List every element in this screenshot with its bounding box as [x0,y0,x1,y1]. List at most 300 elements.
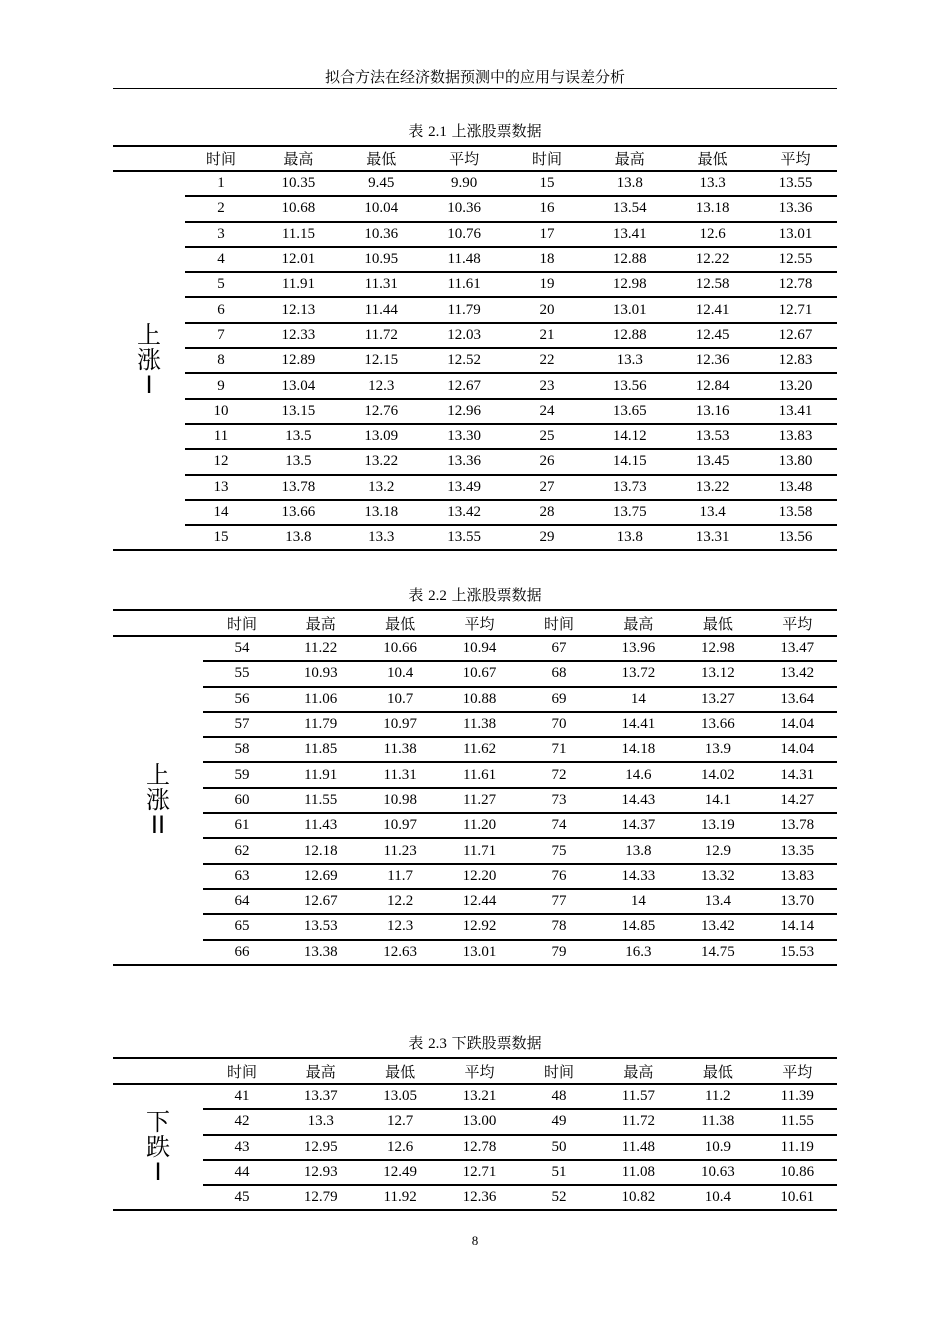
column-header: 平均 [758,610,837,636]
table-cell: 12.22 [671,247,754,272]
table-cell: 14.18 [599,737,678,762]
table-cell: 12.13 [257,297,340,322]
table-cell: 12.78 [754,272,837,297]
table-cell: 13.55 [754,171,837,196]
table-cell: 12.88 [588,323,671,348]
table-cell: 13.78 [758,813,837,838]
table-cell: 10.36 [340,222,423,247]
table-cell: 11.62 [440,737,519,762]
caption-prefix: 表 [408,586,429,604]
table-cell: 10 [185,399,257,424]
table-cell: 70 [519,712,598,737]
table-cell: 50 [519,1135,598,1160]
table-cell: 13.64 [758,687,837,712]
table-cell: 12.76 [340,399,423,424]
table-cell: 13.41 [588,222,671,247]
table-row [113,914,837,939]
table-cell: 9.45 [340,171,423,196]
table-row [113,864,837,889]
table-cell: 12.3 [340,373,423,398]
table-cell: 51 [519,1160,598,1185]
table-cell: 48 [519,1084,598,1109]
table-cell: 13.4 [678,889,757,914]
table-cell: 59 [203,762,281,787]
table-cell: 13.66 [257,500,340,525]
table-cell: 11.22 [281,636,360,661]
table-cell: 13.30 [423,424,506,449]
table-cell: 45 [203,1185,281,1210]
table-cell: 12.67 [754,323,837,348]
table-cell: 56 [203,687,281,712]
table-cell: 10.93 [281,661,360,686]
table-cell: 11.48 [423,247,506,272]
table-row [113,813,837,838]
table-cell: 10.63 [678,1160,757,1185]
column-header: 时间 [519,610,598,636]
table-cell: 10.97 [360,712,439,737]
table-cell: 11.71 [440,838,519,863]
table-cell: 15.53 [758,940,837,965]
table-cell: 13.32 [678,864,757,889]
table-cell: 10.94 [440,636,519,661]
table-cell: 63 [203,864,281,889]
table-cell: 13.42 [758,661,837,686]
table-cell: 13.80 [754,449,837,474]
column-header: 最低 [678,1058,757,1084]
table-row [113,171,837,196]
table-row [113,661,837,686]
table-cell: 8 [185,348,257,373]
table-cell: 14 [185,500,257,525]
column-header: 最高 [257,146,340,171]
table-cell: 11.72 [340,323,423,348]
table-cell: 10.88 [440,687,519,712]
table-cell: 11.19 [758,1135,837,1160]
column-header: 时间 [203,610,281,636]
table-cell: 13.8 [588,525,671,550]
stock-data-table [113,1057,837,1211]
table-cell: 11.20 [440,813,519,838]
table-cell: 77 [519,889,598,914]
table-cell: 12.6 [360,1135,439,1160]
table-cell: 11.61 [440,762,519,787]
table-cell: 12.36 [671,348,754,373]
table-cell: 12.96 [423,399,506,424]
table-cell: 24 [506,399,589,424]
table-cell: 12.88 [588,247,671,272]
table-cell: 11.06 [281,687,360,712]
column-header: 时间 [519,1058,598,1084]
table-cell: 13.53 [671,424,754,449]
table-row [113,373,837,398]
table-row [113,1135,837,1160]
group-label [143,760,173,839]
table-cell: 12.83 [754,348,837,373]
table-row [113,475,837,500]
table-cell: 12.69 [281,864,360,889]
column-header: 最低 [678,610,757,636]
running-header: 拟合方法在经济数据预测中的应用与误差分析 [324,68,625,86]
group-label-char: I [145,371,153,400]
table-cell: 11.55 [281,788,360,813]
table-cell: 66 [203,940,281,965]
column-header: 最高 [599,610,678,636]
group-label [143,1107,173,1186]
table-row [113,399,837,424]
table-cell: 12.2 [360,889,439,914]
column-header: 时间 [203,1058,281,1084]
table-cell: 75 [519,838,598,863]
table-row [113,297,837,322]
table-cell: 49 [519,1109,598,1134]
table-row [113,889,837,914]
table-cell: 12.71 [754,297,837,322]
table-cell: 67 [519,636,598,661]
table-row [113,348,837,373]
table-row [113,788,837,813]
table-cell: 14.12 [588,424,671,449]
table-cell: 14.02 [678,762,757,787]
table-cell: 12.18 [281,838,360,863]
table-cell: 13.35 [758,838,837,863]
table-cell: 12.79 [281,1185,360,1210]
table-cell: 12.63 [360,940,439,965]
table-cell: 13.01 [588,297,671,322]
column-header: 平均 [754,146,837,171]
table-cell: 55 [203,661,281,686]
table-cell: 52 [519,1185,598,1210]
table-cell: 12.36 [440,1185,519,1210]
table-cell: 13.37 [281,1084,360,1109]
table-cell: 12.6 [671,222,754,247]
table-row [113,762,837,787]
table-cell: 14.15 [588,449,671,474]
table-cell: 11.72 [599,1109,678,1134]
table-cell: 12 [185,449,257,474]
table-cell: 4 [185,247,257,272]
group-label-char: 涨 [146,785,170,814]
table-cell: 23 [506,373,589,398]
table-cell: 14.27 [758,788,837,813]
group-label-cell [113,636,203,965]
table-cell: 11.23 [360,838,439,863]
table-cell: 2 [185,196,257,221]
table-cell: 13.45 [671,449,754,474]
table-row [113,222,837,247]
table-cell: 13.21 [440,1084,519,1109]
table-cell: 12.7 [360,1109,439,1134]
table-cell: 13.2 [340,475,423,500]
table-cell: 12.89 [257,348,340,373]
table-cell: 58 [203,737,281,762]
table-cell: 10.68 [257,196,340,221]
table-cell: 11.79 [423,297,506,322]
caption-number: 2.2 [428,588,447,604]
table-cell: 13.5 [257,449,340,474]
table-cell: 72 [519,762,598,787]
table-cell: 13.04 [257,373,340,398]
table-cell: 13.15 [257,399,340,424]
table-cell: 10.76 [423,222,506,247]
table-cell: 14.04 [758,737,837,762]
table-cell: 11.57 [599,1084,678,1109]
column-header: 最高 [281,1058,360,1084]
table-cell: 13.22 [340,449,423,474]
table-cell: 13.3 [671,171,754,196]
table-cell: 11.61 [423,272,506,297]
table-cell: 10.66 [360,636,439,661]
table-cell: 13.16 [671,399,754,424]
table-cell: 13.53 [281,914,360,939]
table-row [113,424,837,449]
table-cell: 65 [203,914,281,939]
table-cell: 7 [185,323,257,348]
table-cell: 13.22 [671,475,754,500]
caption-text: 上涨股票数据 [446,122,542,140]
table-cell: 62 [203,838,281,863]
table-cell: 41 [203,1084,281,1109]
table-cell: 64 [203,889,281,914]
table-cell: 13.00 [440,1109,519,1134]
table-cell: 9.90 [423,171,506,196]
table-cell: 13.56 [588,373,671,398]
table-cell: 13.48 [754,475,837,500]
table-cell: 69 [519,687,598,712]
table-cell: 10.95 [340,247,423,272]
table-row [113,636,837,661]
table-cell: 11.15 [257,222,340,247]
table-cell: 12.98 [678,636,757,661]
table-cell: 13.01 [440,940,519,965]
table-cell: 14.6 [599,762,678,787]
table-cell: 11.2 [678,1084,757,1109]
table-cell: 42 [203,1109,281,1134]
column-header: 最低 [340,146,423,171]
table-cell: 12.92 [440,914,519,939]
table-cell: 11.31 [340,272,423,297]
table-cell: 13.83 [758,864,837,889]
table-cell: 12.15 [340,348,423,373]
table-row [113,196,837,221]
table-cell: 28 [506,500,589,525]
table-cell: 43 [203,1135,281,1160]
table-cell: 13.8 [599,838,678,863]
header-blank-cell [113,610,203,636]
table-row [113,1185,837,1210]
table-cell: 10.98 [360,788,439,813]
caption-number: 2.1 [428,124,447,140]
group-label [134,323,164,398]
table-cell: 13.8 [257,525,340,550]
table-cell: 12.84 [671,373,754,398]
table-cell: 74 [519,813,598,838]
table-row [113,525,837,550]
table-cell: 12.71 [440,1160,519,1185]
table-cell: 11.27 [440,788,519,813]
table-row [113,940,837,965]
table-cell: 10.9 [678,1135,757,1160]
table-cell: 57 [203,712,281,737]
table-cell: 1 [185,171,257,196]
group-label-char: I [154,1157,162,1186]
table-cell: 10.61 [758,1185,837,1210]
caption-prefix: 表 [408,122,429,140]
table-cell: 11.38 [360,737,439,762]
column-header: 最低 [360,1058,439,1084]
table-cell: 11.38 [678,1109,757,1134]
table-cell: 13.8 [588,171,671,196]
table-cell: 12.95 [281,1135,360,1160]
table-cell: 14.33 [599,864,678,889]
table-cell: 13.5 [257,424,340,449]
table-cell: 13.75 [588,500,671,525]
table-row [113,323,837,348]
table-cell: 10.04 [340,196,423,221]
column-header: 平均 [758,1058,837,1084]
caption-text: 上涨股票数据 [446,586,542,604]
table-cell: 13.18 [340,500,423,525]
table-cell: 10.7 [360,687,439,712]
column-header: 平均 [423,146,506,171]
table-cell: 13.12 [678,661,757,686]
table-cell: 12.93 [281,1160,360,1185]
header-rule [113,88,837,89]
column-header: 平均 [440,610,519,636]
table-cell: 13.49 [423,475,506,500]
table-row [113,449,837,474]
table-cell: 14.85 [599,914,678,939]
table-cell: 12.45 [671,323,754,348]
group-label-char: 上 [137,321,161,350]
table-cell: 12.58 [671,272,754,297]
stock-data-table [113,145,837,551]
table-caption [113,1032,837,1053]
table-cell: 13.42 [678,914,757,939]
table-cell: 11.79 [281,712,360,737]
table-cell: 12.3 [360,914,439,939]
table-cell: 12.55 [754,247,837,272]
table-cell: 12.41 [671,297,754,322]
table-cell: 11.08 [599,1160,678,1185]
table-cell: 10.36 [423,196,506,221]
table-cell: 12.67 [281,889,360,914]
table-row [113,272,837,297]
group-label-char: 跌 [146,1132,170,1161]
table-cell: 15 [506,171,589,196]
table-cell: 10.82 [599,1185,678,1210]
table-cell: 13.96 [599,636,678,661]
table-cell: 11.48 [599,1135,678,1160]
table-cell: 13.09 [340,424,423,449]
table-cell: 22 [506,348,589,373]
stock-data-table [113,609,837,966]
table-cell: 13.42 [423,500,506,525]
table-cell: 12.20 [440,864,519,889]
table-row [113,500,837,525]
table-cell: 13.3 [340,525,423,550]
table-cell: 13 [185,475,257,500]
table-cell: 13.31 [671,525,754,550]
table-cell: 13.3 [281,1109,360,1134]
table-cell: 13.27 [678,687,757,712]
table-cell: 11.31 [360,762,439,787]
table-cell: 44 [203,1160,281,1185]
table-header-row [113,146,837,171]
table-cell: 3 [185,222,257,247]
table-row [113,1160,837,1185]
group-label-char: 下 [146,1107,170,1136]
table-cell: 12.98 [588,272,671,297]
table-cell: 11.39 [758,1084,837,1109]
column-header: 最低 [360,610,439,636]
table-cell: 10.97 [360,813,439,838]
table-cell: 13.83 [754,424,837,449]
table-cell: 12.01 [257,247,340,272]
table-cell: 14.31 [758,762,837,787]
group-label-char: 涨 [137,346,161,375]
table-cell: 16.3 [599,940,678,965]
table-cell: 12.9 [678,838,757,863]
table-cell: 13.38 [281,940,360,965]
table-cell: 13.73 [588,475,671,500]
group-label-char: II [150,810,166,839]
group-label-char: 上 [146,760,170,789]
caption-number: 2.3 [428,1036,447,1052]
table-header-row [113,1058,837,1084]
table-cell: 13.66 [678,712,757,737]
table-cell: 13.36 [423,449,506,474]
table-cell: 16 [506,196,589,221]
table-cell: 12.78 [440,1135,519,1160]
table-cell: 14.75 [678,940,757,965]
table-cell: 13.54 [588,196,671,221]
table-row [113,712,837,737]
table-cell: 78 [519,914,598,939]
table-cell: 13.78 [257,475,340,500]
table-cell: 61 [203,813,281,838]
table-cell: 13.56 [754,525,837,550]
table-cell: 10.67 [440,661,519,686]
table-cell: 71 [519,737,598,762]
table-cell: 10.35 [257,171,340,196]
table-row [113,687,837,712]
table-header-row [113,610,837,636]
table-cell: 13.18 [671,196,754,221]
table-cell: 13.70 [758,889,837,914]
caption-text: 下跌股票数据 [446,1034,542,1052]
page-number: 8 [471,1233,479,1248]
table-cell: 14.1 [678,788,757,813]
table-cell: 26 [506,449,589,474]
table-cell: 60 [203,788,281,813]
table-cell: 13.41 [754,399,837,424]
table-cell: 11.43 [281,813,360,838]
table-cell: 13.4 [671,500,754,525]
table-cell: 11.38 [440,712,519,737]
table-cell: 11.92 [360,1185,439,1210]
table-cell: 13.3 [588,348,671,373]
table-cell: 12.67 [423,373,506,398]
table-cell: 5 [185,272,257,297]
table-cell: 29 [506,525,589,550]
table-cell: 13.19 [678,813,757,838]
table-cell: 10.86 [758,1160,837,1185]
header-blank-cell [113,146,185,171]
table-cell: 11.91 [281,762,360,787]
table-cell: 14.41 [599,712,678,737]
caption-prefix: 表 [408,1034,429,1052]
table-cell: 10.4 [360,661,439,686]
